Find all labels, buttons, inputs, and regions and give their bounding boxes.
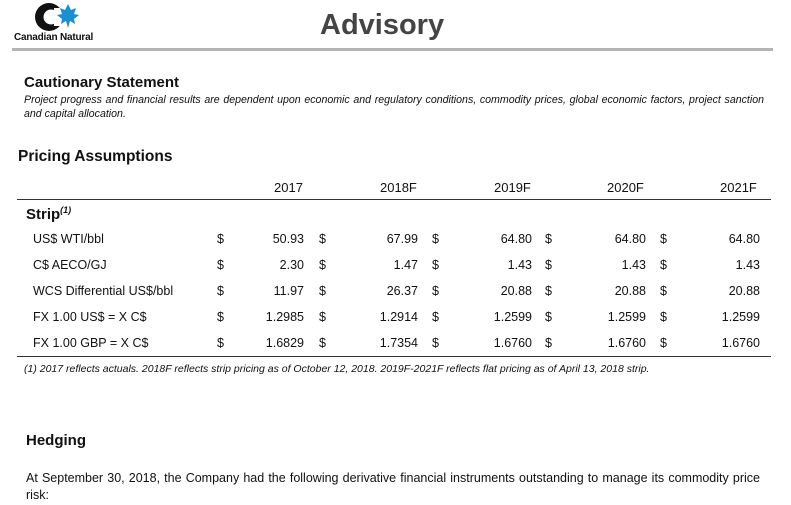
pricing-value: 1.2599 xyxy=(607,310,646,324)
pricing-row-label: FX 1.00 US$ = X C$ xyxy=(33,310,147,324)
pricing-value: 64.80 xyxy=(500,232,532,246)
pricing-row-label: FX 1.00 GBP = X C$ xyxy=(33,336,149,350)
hedging-heading: Hedging xyxy=(26,432,86,449)
pricing-row-label: C$ AECO/GJ xyxy=(33,258,107,272)
currency-symbol: $ xyxy=(217,336,224,350)
pricing-value: 1.7354 xyxy=(379,336,418,350)
pricing-row xyxy=(0,336,791,356)
currency-symbol: $ xyxy=(545,336,552,350)
currency-symbol: $ xyxy=(432,336,439,350)
currency-symbol: $ xyxy=(319,336,326,350)
year-header: 2020F xyxy=(607,180,644,195)
strip-footnote-marker: (1) xyxy=(60,205,72,215)
currency-symbol: $ xyxy=(217,258,224,272)
pricing-value: 64.80 xyxy=(728,232,760,246)
currency-symbol: $ xyxy=(217,232,224,246)
pricing-value: 20.88 xyxy=(728,284,760,298)
currency-symbol: $ xyxy=(432,284,439,298)
pricing-value: 1.2599 xyxy=(721,310,760,324)
pricing-value: 1.6760 xyxy=(607,336,646,350)
currency-symbol: $ xyxy=(319,310,326,324)
currency-symbol: $ xyxy=(545,310,552,324)
currency-symbol: $ xyxy=(319,284,326,298)
currency-symbol: $ xyxy=(660,232,667,246)
currency-symbol: $ xyxy=(217,284,224,298)
currency-symbol: $ xyxy=(217,310,224,324)
pricing-value: 1.2914 xyxy=(379,310,418,324)
currency-symbol: $ xyxy=(319,232,326,246)
table-top-rule xyxy=(17,199,771,200)
currency-symbol: $ xyxy=(660,310,667,324)
pricing-row xyxy=(0,284,791,304)
pricing-row xyxy=(0,258,791,278)
pricing-value: 67.99 xyxy=(386,232,418,246)
pricing-assumptions-heading: Pricing Assumptions xyxy=(18,148,173,165)
company-logo xyxy=(14,2,119,44)
pricing-value: 64.80 xyxy=(614,232,646,246)
pricing-footnote: (1) 2017 reflects actuals. 2018F reflects strip pricing as of October 12, 2018. 2019F-2021F reflects flat pricing as of April 13, 2018 strip. xyxy=(24,363,650,375)
pricing-value: 11.97 xyxy=(273,284,304,298)
page-title: Advisory xyxy=(320,9,445,41)
pricing-value: 1.43 xyxy=(621,258,646,272)
cautionary-statement-text: Project progress and financial results are dependent upon economic and regulatory conditions, commodity prices, global economic factors, project sanction and capital allocation. xyxy=(24,94,764,120)
pricing-value: 26.37 xyxy=(386,284,418,298)
pricing-value: 1.6760 xyxy=(493,336,532,350)
pricing-value: 2.30 xyxy=(279,258,304,272)
currency-symbol: $ xyxy=(319,258,326,272)
pricing-row-label: US$ WTI/bbl xyxy=(33,232,104,246)
pricing-value: 1.2599 xyxy=(493,310,532,324)
pricing-value: 1.6760 xyxy=(721,336,760,350)
currency-symbol: $ xyxy=(545,258,552,272)
currency-symbol: $ xyxy=(432,258,439,272)
pricing-value: 1.2985 xyxy=(265,310,304,324)
pricing-value: 1.43 xyxy=(735,258,760,272)
currency-symbol: $ xyxy=(545,284,552,298)
currency-symbol: $ xyxy=(432,310,439,324)
pricing-row-label: WCS Differential US$/bbl xyxy=(33,284,174,298)
pricing-value: 20.88 xyxy=(500,284,532,298)
hedging-text: At September 30, 2018, the Company had the following derivative financial instruments outstanding to manage its commodity price risk: xyxy=(26,471,760,502)
currency-symbol: $ xyxy=(432,232,439,246)
strip-label: Strip$^{(1)}$ xyxy=(26,205,72,223)
pricing-row xyxy=(0,232,791,252)
cautionary-statement-heading: Cautionary Statement xyxy=(24,74,180,91)
currency-symbol: $ xyxy=(660,284,667,298)
pricing-row xyxy=(0,310,791,330)
pricing-value: 1.43 xyxy=(507,258,532,272)
logo-text: Canadian Natural xyxy=(14,32,94,43)
canadian-natural-logo-icon xyxy=(32,2,84,32)
pricing-value: 1.6829 xyxy=(265,336,304,350)
currency-symbol: $ xyxy=(660,336,667,350)
currency-symbol: $ xyxy=(545,232,552,246)
pricing-value: 50.93 xyxy=(272,232,304,246)
pricing-value: 20.88 xyxy=(614,284,646,298)
year-header: 2019F xyxy=(494,180,531,195)
currency-symbol: $ xyxy=(660,258,667,272)
table-bottom-rule xyxy=(17,356,771,357)
year-header: 2018F xyxy=(380,180,417,195)
year-header: 2017 xyxy=(274,180,303,195)
header-divider xyxy=(12,48,773,51)
pricing-value: 1.47 xyxy=(393,258,418,272)
year-header: 2021F xyxy=(720,180,757,195)
